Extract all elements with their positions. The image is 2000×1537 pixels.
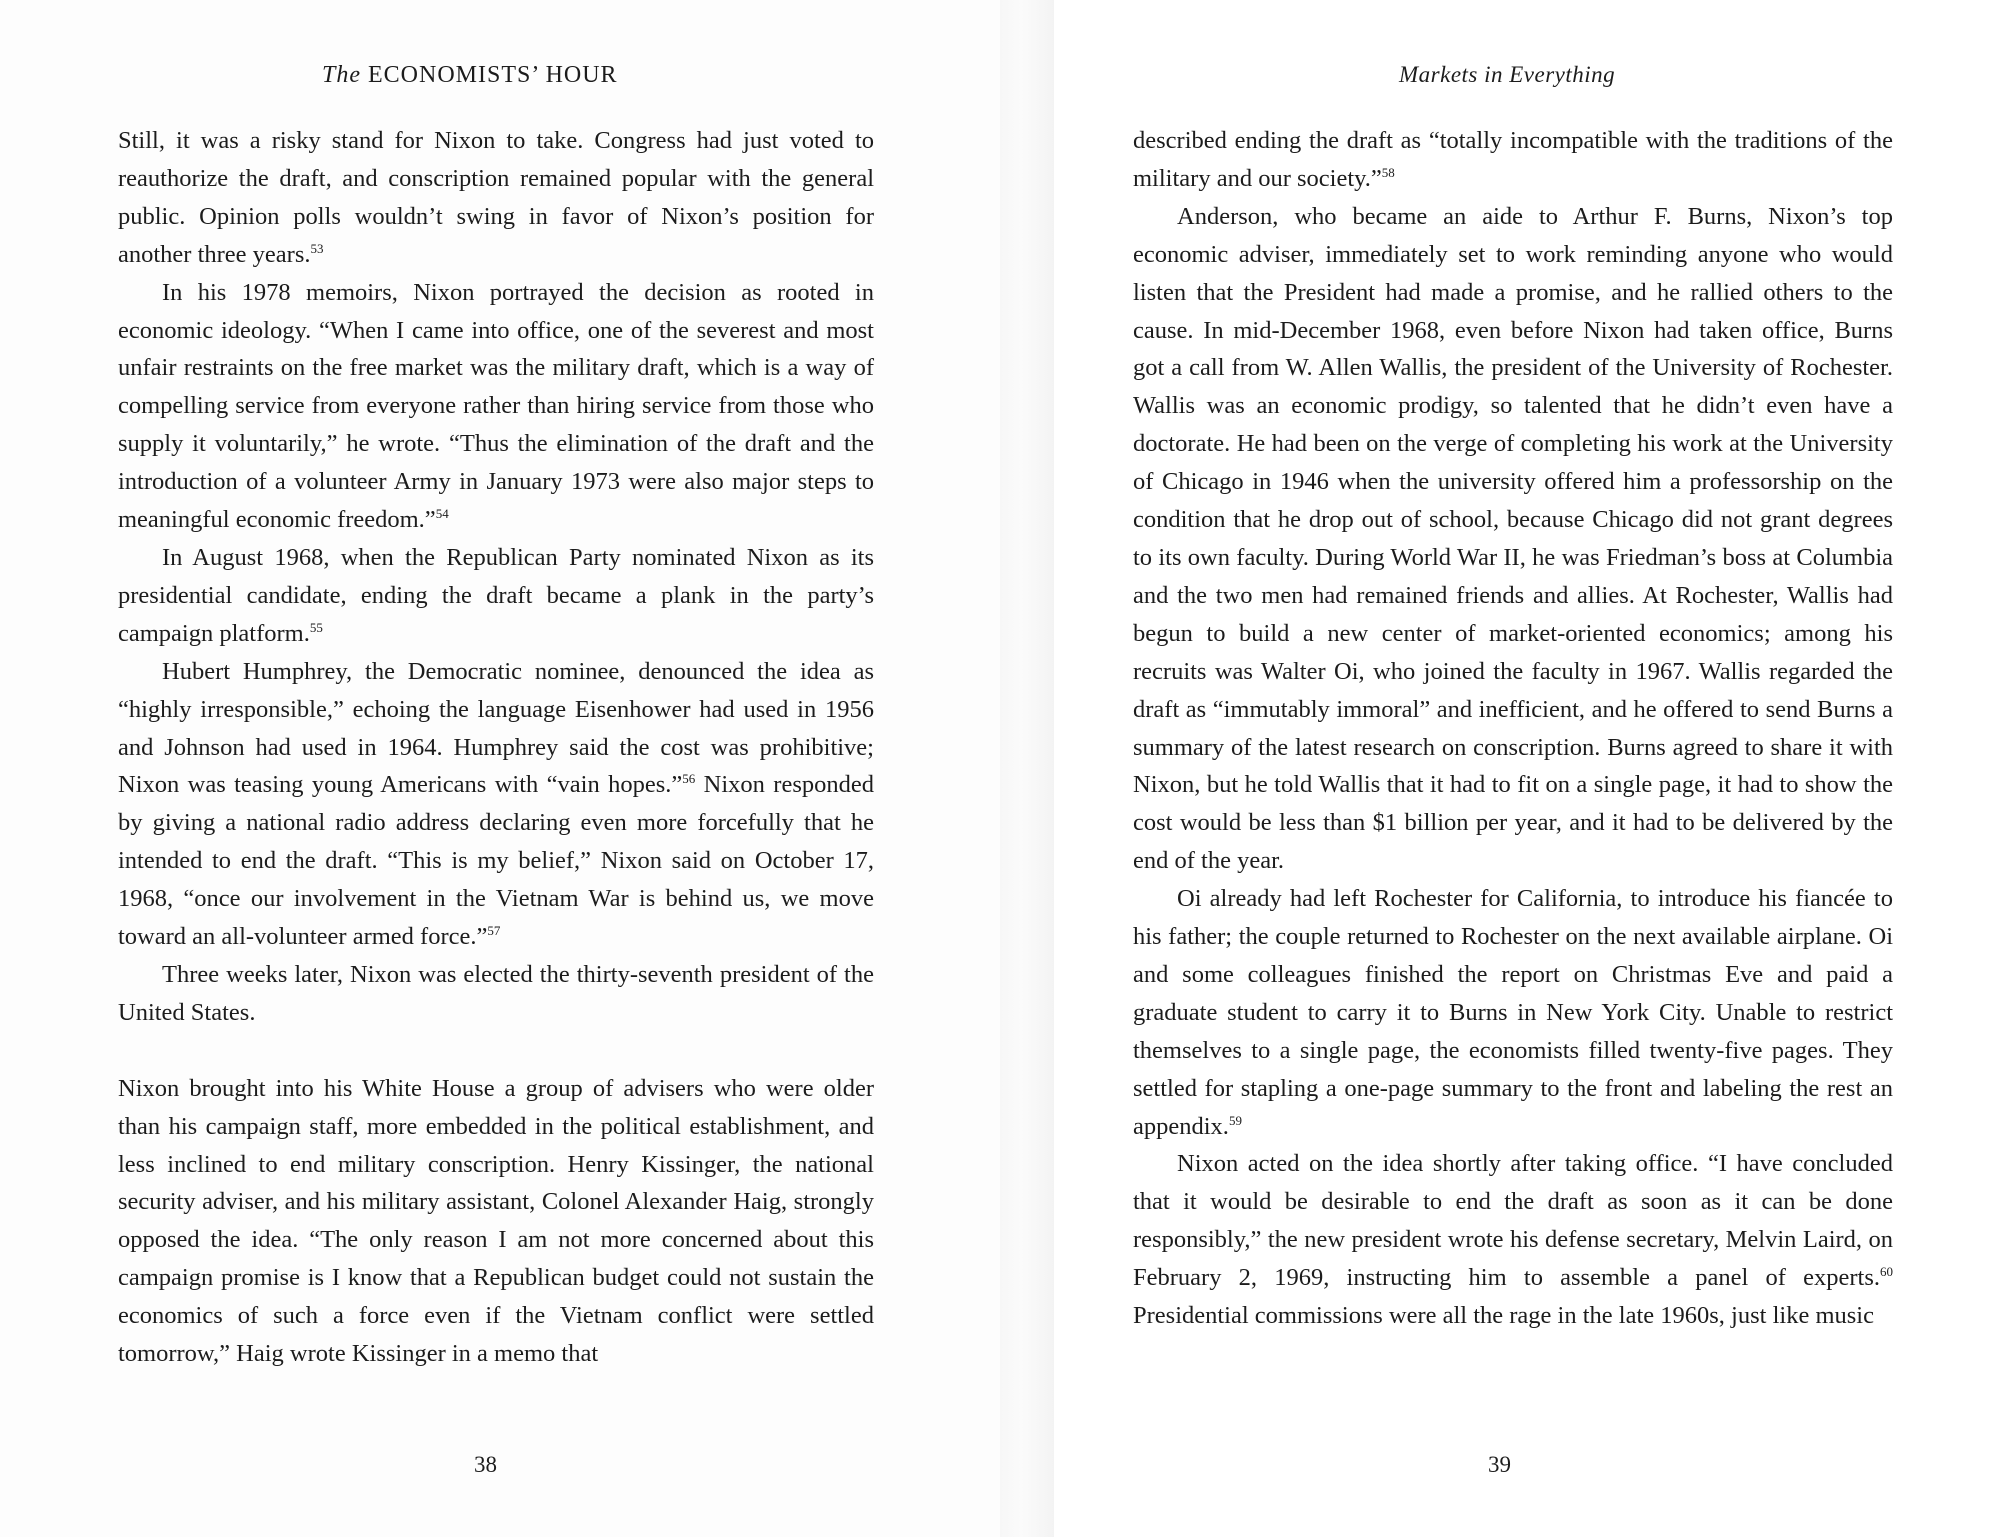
paragraph: Three weeks later, Nixon was elected the thirty-seventh president of the United States. <box>118 960 874 1026</box>
running-head-book-title: The ECONOMISTS’ HOUR <box>322 62 618 88</box>
left-body-text <box>118 122 874 1373</box>
paragraph: Oi already had left Rochester for California, to introduce his fiancée to his father; the couple returned to Rochester on the next available airplane. Oi and some colleagues finished the report on Christmas Eve and paid a graduate student to carry it to Burns in New York City. Unable to restrict themselves to a single page, the economists filled twenty-five pages. They settled for stapling a one-page summary to the front and labeling the rest an appendix.$^{59}$ <box>1133 885 1893 1140</box>
right-body-text <box>1133 122 1893 1335</box>
right-page <box>1054 0 2000 1537</box>
paragraph: Anderson, who became an aide to Arthur F. Burns, Nixon’s top economic adviser, immediately set to work reminding anyone who would listen that the President had made a promise, and he rallied others to the cause. In mid-December 1968, even before Nixon had taken office, Burns got a call from W. Allen Wallis, the president of the University of Rochester. Wallis was an economic prodigy, so talented that he didn’t even have a doctorate. He had been on the verge of completing his work at the University of Chicago in 1946 when the university offered him a professorship on the condition that he drop out of school, because Chicago did not grant degrees to its own faculty. During World War II, he was Friedman’s boss at Columbia and the two men had remained friends and allies. At Rochester, Wallis had begun to build a new center of market-oriented economics; among his recruits was Walter Oi, who joined the faculty in 1967. Wallis regarded the draft as “immutably immoral” and inefficient, and he offered to send Burns a summary of the latest research on conscription. Burns agreed to share it with Nixon, but he told Wallis that it had to fit on a single page, it had to show the cost would be less than $1 billion per year, and it had to be delivered by the end of the year. <box>1133 202 1893 875</box>
footnote-ref: 57 <box>487 923 501 939</box>
footnote-ref: 60 <box>1880 1264 1893 1280</box>
paragraph: Hubert Humphrey, the Democratic nominee, denounced the idea as “highly irresponsible,” echoing the language Eisenhower had used in 1956 and Johnson had used in 1964. Humphrey said the cost was prohibitive; Nixon was teasing young Americans with “vain hopes.”$^{56}$ Nixon responded by giving a national radio address declaring even more forcefully that he intended to end the draft. “This is my belief,” Nixon said on October 17, 1968, “once our involvement in the Vietnam War is behind us, we move toward an all-volunteer armed force.”$^{57}$ <box>118 657 874 951</box>
paragraph: described ending the draft as “totally incompatible with the traditions of the military and our society.”$^{58}$ <box>1133 127 1893 192</box>
footnote-ref: 54 <box>435 506 449 522</box>
paragraph: Still, it was a risky stand for Nixon to take. Congress had just voted to reauthorize the draft, and conscription remained popular with the general public. Opinion polls wouldn’t swing in favor of Nixon’s position for another three years.$^{53}$ <box>118 127 874 268</box>
paragraph: In his 1978 memoirs, Nixon portrayed the decision as rooted in economic ideology. “When I came into office, one of the severest and most unfair restraints on the free market was the military draft, which is a way of compelling service from everyone rather than hiring service from those who supply it voluntarily,” he wrote. “Thus the elimination of the draft and the introduction of a volunteer Army in January 1973 were also major steps to meaningful economic freedom.”$^{54}$ <box>118 278 874 534</box>
page-number-left: 38 <box>474 1452 497 1477</box>
paragraph-section-start: Nixon brought into his White House a group of advisers who were older than his campaign staff, more embedded in the political establishment, and less inclined to end military conscription. Henry Kissinger, the national security adviser, and his military assistant, Colonel Alexander Haig, strongly opposed the idea. “The only reason I am not more concerned about this campaign promise is I know that a Republican budget could not sustain the economics of such a force even if the Vietnam conflict were settled tomorrow,” Haig wrote Kissinger in a memo that <box>118 1074 874 1368</box>
footnote-ref: 56 <box>682 771 696 787</box>
footnote-ref: 53 <box>310 240 324 256</box>
paragraph: In August 1968, when the Republican Party nominated Nixon as its presidential candidate, ending the draft became a plank in the party’s campaign platform.$^{55}$ <box>118 543 874 647</box>
book-gutter <box>1000 0 1054 1537</box>
footnote-ref: 55 <box>309 619 323 635</box>
footnote-ref: 59 <box>1228 1112 1242 1128</box>
footnote-ref: 58 <box>1381 164 1395 180</box>
page-number-right: 39 <box>1488 1452 1511 1477</box>
paragraph: Nixon acted on the idea shortly after taking office. “I have concluded that it would be desirable to end the draft as soon as it can be done responsibly,” the new president wrote his defense secretary, Melvin Laird, on February 2, 1969, instructing him to assemble a panel of experts.$^{60}$ Presidential commissions were all the rage in the late 1960s, just like music <box>1133 1150 1893 1330</box>
running-head-chapter-title: Markets in Everything <box>1399 62 1616 87</box>
